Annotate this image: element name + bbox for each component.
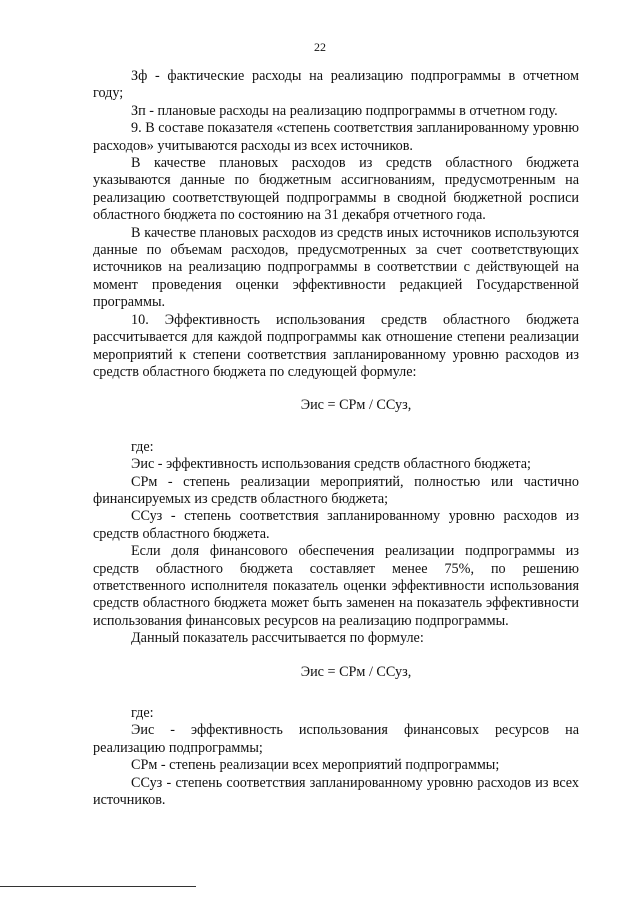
def-zf: Зф - фактические расходы на реализацию подпрограммы в отчетном году; xyxy=(93,68,579,102)
def-zp: Зп - плановые расходы на реализацию подпрограммы в отчетном году. xyxy=(131,102,558,119)
footer-rule xyxy=(0,886,196,887)
paragraph-share-75: Если доля финансового обеспечения реализации подпрограммы из средств областного бюджета составляет менее 75%, по решению ответственного исполнителя показатель оценки эффективности использования средств областного бюджета может быть заменен на показатель эффективности использования финансовых ресурсов на реализацию подпрограммы. xyxy=(93,543,579,629)
paragraph-planned-other: В качестве плановых расходов из средств иных источников используются данные по объемам расходов, предусмотренных за счет соответствующих источников на реализацию подпрограммы в соответствии с действующей на момент проведения оценки эффективности редакцией Государственной программы. xyxy=(93,224,579,311)
paragraph-formula-intro: Данный показатель рассчитывается по формуле: xyxy=(131,630,424,647)
formula-2: Эис = СРм / ССуз, xyxy=(300,663,412,680)
def-eis-2: Эис - эффективность использования финансовых ресурсов на реализацию подпрограммы; xyxy=(93,722,579,756)
where-label-1: где: xyxy=(131,438,154,455)
def-ssuz-1: ССуз - степень соответствия запланированному уровню расходов из средств областного бюджета. xyxy=(93,508,579,542)
def-srm-1: СРм - степень реализации мероприятий, полностью или частично финансируемых из средств областного бюджета; xyxy=(93,473,579,507)
page-body xyxy=(93,68,579,809)
page-number: 22 xyxy=(314,40,326,54)
paragraph-planned-regional: В качестве плановых расходов из средств областного бюджета указываются данные по бюджетным ассигнованиям, предусмотренным на реализацию соответствующей подпрограммы в сводной бюджетной росписи областного бюджета по состоянию на 31 декабря отчетного года. xyxy=(93,155,579,224)
paragraph-9: 9. В составе показателя «степень соответствия запланированному уровню расходов» учитываются расходы из всех источников. xyxy=(93,120,579,154)
formula-1: Эис = СРм / ССуз, xyxy=(300,397,412,414)
paragraph-10: 10. Эффективность использования средств областного бюджета рассчитывается для каждой подпрограммы как отношение степени реализации мероприятий к степени соответствия запланированному уровню расходов из средств областного бюджета по следующей формуле: xyxy=(93,311,579,380)
def-eis-1: Эис - эффективность использования средств областного бюджета; xyxy=(131,456,531,473)
where-label-2: где: xyxy=(131,705,154,721)
def-srm-2: СРм - степень реализации всех мероприятий подпрограммы; xyxy=(131,757,500,774)
def-ssuz-2: ССуз - степень соответствия запланированному уровню расходов из всех источников. xyxy=(93,774,579,809)
